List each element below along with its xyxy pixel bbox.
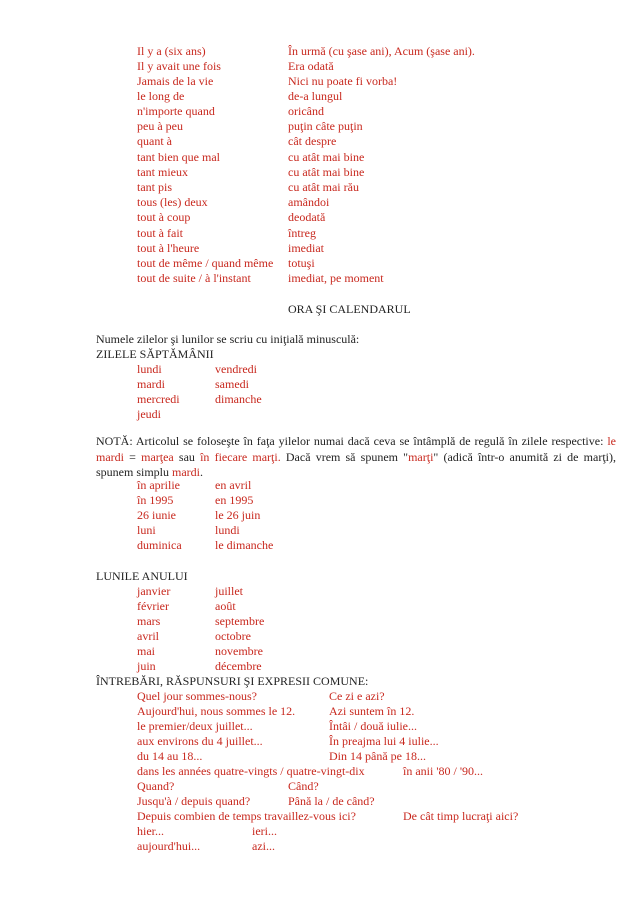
phrase-ro: puţin câte puţin <box>288 119 363 133</box>
days-intro: Numele zilelor şi lunilor se scriu cu iniţială minusculă: <box>96 332 360 346</box>
question-ro: ieri... <box>252 824 277 838</box>
month-b: octobre <box>215 629 251 643</box>
note-example: mardi <box>172 465 201 480</box>
phrase-ro: oricând <box>288 104 324 118</box>
phrase-ro: de-a lungul <box>288 89 343 103</box>
month-b: septembre <box>215 614 265 628</box>
question-ro: În preajma lui 4 iulie... <box>329 734 439 748</box>
question-fr: Quand? <box>137 779 175 793</box>
phrase-ro: amândoi <box>288 195 330 209</box>
questions-heading: ÎNTREBĂRI, RĂSPUNSURI ŞI EXPRESII COMUNE: <box>96 674 369 688</box>
phrase-fr: n'importe quand <box>137 104 215 118</box>
date-ro: în aprilie <box>137 478 180 492</box>
note-text: . <box>200 465 204 480</box>
phrase-fr: Il y a (six ans) <box>137 44 206 58</box>
phrase-fr: quant à <box>137 134 172 148</box>
day-a: lundi <box>137 362 162 376</box>
month-a: mai <box>137 644 155 658</box>
question-fr: dans les années quatre-vingts / quatre-vingt-dix <box>137 764 365 778</box>
question-fr: Jusqu'à / depuis quand? <box>137 794 251 808</box>
month-b: juillet <box>215 584 243 598</box>
question-fr: du 14 au 18... <box>137 749 203 763</box>
question-ro: Din 14 până pe 18... <box>329 749 426 763</box>
question-fr: le premier/deux juillet... <box>137 719 253 733</box>
phrase-fr: peu à peu <box>137 119 183 133</box>
month-a: janvier <box>137 584 171 598</box>
phrase-fr: tout de suite / à l'instant <box>137 271 251 285</box>
day-b: dimanche <box>215 392 262 406</box>
month-a: juin <box>137 659 156 673</box>
note-example: în fiecare marţi. <box>200 449 281 464</box>
month-b: décembre <box>215 659 262 673</box>
note-text: sau <box>173 449 201 464</box>
date-fr: lundi <box>215 523 240 537</box>
phrase-ro: cu atât mai rău <box>288 180 359 194</box>
note-example: marţea <box>141 449 174 464</box>
phrase-fr: tous (les) deux <box>137 195 208 209</box>
question-ro: De cât timp lucraţi aici? <box>403 809 519 823</box>
days-heading: ZILELE SĂPTĂMÂNII <box>96 347 214 361</box>
date-fr: le 26 juin <box>215 508 261 522</box>
question-ro: Când? <box>288 779 319 793</box>
date-fr: le dimanche <box>215 538 274 552</box>
month-b: novembre <box>215 644 263 658</box>
question-ro: Până la / de când? <box>288 794 375 808</box>
date-ro: duminica <box>137 538 182 552</box>
phrase-fr: tout de même / quand même <box>137 256 274 270</box>
question-fr: aujourd'hui... <box>137 839 201 853</box>
phrase-fr: tout à l'heure <box>137 241 200 255</box>
date-ro: 26 iunie <box>137 508 176 522</box>
note-paragraph <box>96 434 616 481</box>
question-ro: Întâi / două iulie... <box>329 719 417 733</box>
date-ro: în 1995 <box>137 493 174 507</box>
question-fr: hier... <box>137 824 164 838</box>
date-fr: en 1995 <box>215 493 254 507</box>
day-a: mercredi <box>137 392 180 406</box>
question-fr: Aujourd'hui, nous sommes le 12. <box>137 704 296 718</box>
note-example: le mardi <box>96 434 616 464</box>
phrase-fr: tant pis <box>137 180 172 194</box>
date-ro: luni <box>137 523 156 537</box>
phrase-fr: le long de <box>137 89 185 103</box>
note-text: " (adică într-o anumită zi de marţi), spunem simplu <box>96 449 616 480</box>
phrase-ro: deodată <box>288 210 326 224</box>
month-a: mars <box>137 614 161 628</box>
phrase-ro: imediat, pe moment <box>288 271 384 285</box>
phrase-fr: tant mieux <box>137 165 188 179</box>
question-fr: Depuis combien de temps travaillez-vous ici? <box>137 809 356 823</box>
date-fr: en avril <box>215 478 252 492</box>
months-heading: LUNILE ANULUI <box>96 569 188 583</box>
note-text: Dacă vrem să spunem " <box>280 449 409 464</box>
phrase-ro: totuşi <box>288 256 315 270</box>
note-text: = <box>124 449 142 464</box>
question-ro: azi... <box>252 839 275 853</box>
phrase-fr: Il y avait une fois <box>137 59 221 73</box>
phrase-ro: Nici nu poate fi vorba! <box>288 74 398 88</box>
phrase-ro: Era odată <box>288 59 334 73</box>
phrase-fr: tout à coup <box>137 210 191 224</box>
phrase-ro: imediat <box>288 241 324 255</box>
question-fr: aux environs du 4 juillet... <box>137 734 263 748</box>
phrase-fr: Jamais de la vie <box>137 74 214 88</box>
note-example: marţi <box>408 449 434 464</box>
question-ro: Ce zi e azi? <box>329 689 385 703</box>
note-text: NOTĂ: Articolul se foloseşte în faţa yilelor numai dacă ceva se întâmplă de regulă în zilele respective: <box>96 434 608 448</box>
section-title: ORA ŞI CALENDARUL <box>288 302 411 316</box>
phrase-fr: tant bien que mal <box>137 150 220 164</box>
month-b: août <box>215 599 236 613</box>
phrase-ro: cu atât mai bine <box>288 150 365 164</box>
day-b: vendredi <box>215 362 257 376</box>
day-a: jeudi <box>137 407 161 421</box>
month-a: avril <box>137 629 159 643</box>
question-fr: Quel jour sommes-nous? <box>137 689 257 703</box>
phrase-ro: În urmă (cu şase ani), Acum (şase ani). <box>288 44 475 58</box>
day-a: mardi <box>137 377 165 391</box>
day-b: samedi <box>215 377 249 391</box>
phrase-ro: cât despre <box>288 134 337 148</box>
month-a: février <box>137 599 169 613</box>
phrase-fr: tout à fait <box>137 226 183 240</box>
question-ro: în anii '80 / '90... <box>403 764 483 778</box>
phrase-ro: cu atât mai bine <box>288 165 365 179</box>
phrase-ro: întreg <box>288 226 316 240</box>
question-ro: Azi suntem în 12. <box>329 704 415 718</box>
